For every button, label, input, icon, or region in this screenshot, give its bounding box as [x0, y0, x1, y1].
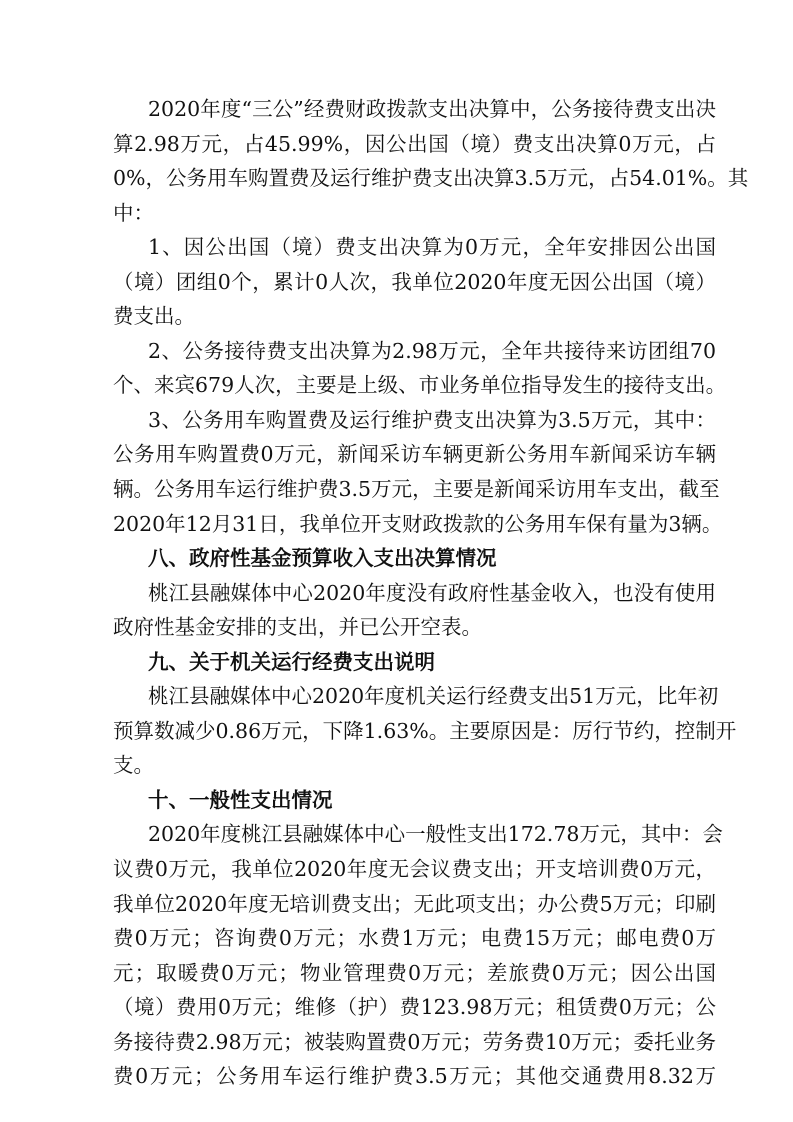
text-line: 元；取暖费0万元；物业管理费0万元；差旅费0万元；因公出国	[113, 960, 716, 985]
text-line: 1、因公出国（境）费支出决算为0万元，全年安排因公出国	[148, 235, 716, 260]
text-line: 辆。公务用车运行维护费3.5万元，主要是新闻采访用车支出，截至	[113, 477, 720, 502]
text-line: （境）费用0万元；维修（护）费123.98万元；租赁费0万元；公	[113, 995, 716, 1020]
text-line: 十、一般性支出情况	[148, 787, 333, 812]
text-line: 桃江县融媒体中心2020年度机关运行经费支出51万元，比年初	[148, 684, 719, 709]
section-heading	[113, 645, 716, 680]
text-line: 费0万元；咨询费0万元；水费1万元；电费15万元；邮电费0万	[113, 926, 716, 951]
text-line: 0%，公务用车购置费及运行维护费支出决算3.5万元，占54.01%。其	[113, 166, 749, 191]
text-line: 议费0万元，我单位2020年度无会议费支出；开支培训费0万元，	[113, 857, 716, 882]
section-heading	[113, 783, 716, 818]
section-heading	[113, 541, 716, 576]
text-line: 中：	[113, 200, 154, 225]
text-line: 个、来宾679人次，主要是上级、市业务单位指导发生的接待支出。	[113, 373, 727, 398]
text-line: 桃江县融媒体中心2020年度没有政府性基金收入，也没有使用	[148, 580, 716, 605]
text-line: 政府性基金安排的支出，并已公开空表。	[113, 615, 482, 640]
text-line: 费0万元；公务用车运行维护费3.5万元；其他交通费用8.32万	[113, 1064, 716, 1089]
text-line: 3、公务用车购置费及运行维护费支出决算为3.5万元，其中：	[148, 407, 716, 432]
paragraph	[113, 334, 727, 403]
text-line: 2020年度“三公”经费财政拨款支出决算中，公务接待费支出决	[148, 97, 716, 121]
paragraph	[113, 576, 716, 645]
text-line: 算2.98万元，占45.99%，因公出国（境）费支出决算0万元，占	[113, 131, 716, 156]
paragraph	[113, 679, 737, 783]
paragraph	[113, 92, 749, 230]
paragraph	[113, 817, 723, 1093]
text-line: 九、关于机关运行经费支出说明	[148, 649, 435, 674]
text-line: 2、公务接待费支出决算为2.98万元，全年共接待来访团组70	[148, 338, 716, 363]
text-line: 预算数减少0.86万元，下降1.63%。主要原因是：厉行节约，控制开	[113, 718, 737, 743]
text-line: 2020年12月31日，我单位开支财政拨款的公务用车保有量为3辆。	[113, 511, 723, 536]
text-line: 八、政府性基金预算收入支出决算情况	[148, 546, 497, 571]
text-line: （境）团组0个，累计0人次，我单位2020年度无因公出国（境）	[113, 269, 716, 294]
text-line: 务接待费2.98万元；被装购置费0万元；劳务费10万元；委托业务	[113, 1029, 716, 1054]
text-line: 费支出。	[113, 304, 195, 329]
paragraph	[113, 230, 716, 334]
paragraph	[113, 403, 723, 541]
text-line: 2020年度桃江县融媒体中心一般性支出172.78万元，其中：会	[148, 822, 723, 847]
text-line: 支。	[113, 753, 154, 778]
text-line: 我单位2020年度无培训费支出；无此项支出；办公费5万元；印刷	[113, 891, 716, 916]
document-page	[113, 92, 749, 1094]
text-line: 公务用车购置费0万元，新闻采访车辆更新公务用车新闻采访车辆	[113, 442, 716, 467]
